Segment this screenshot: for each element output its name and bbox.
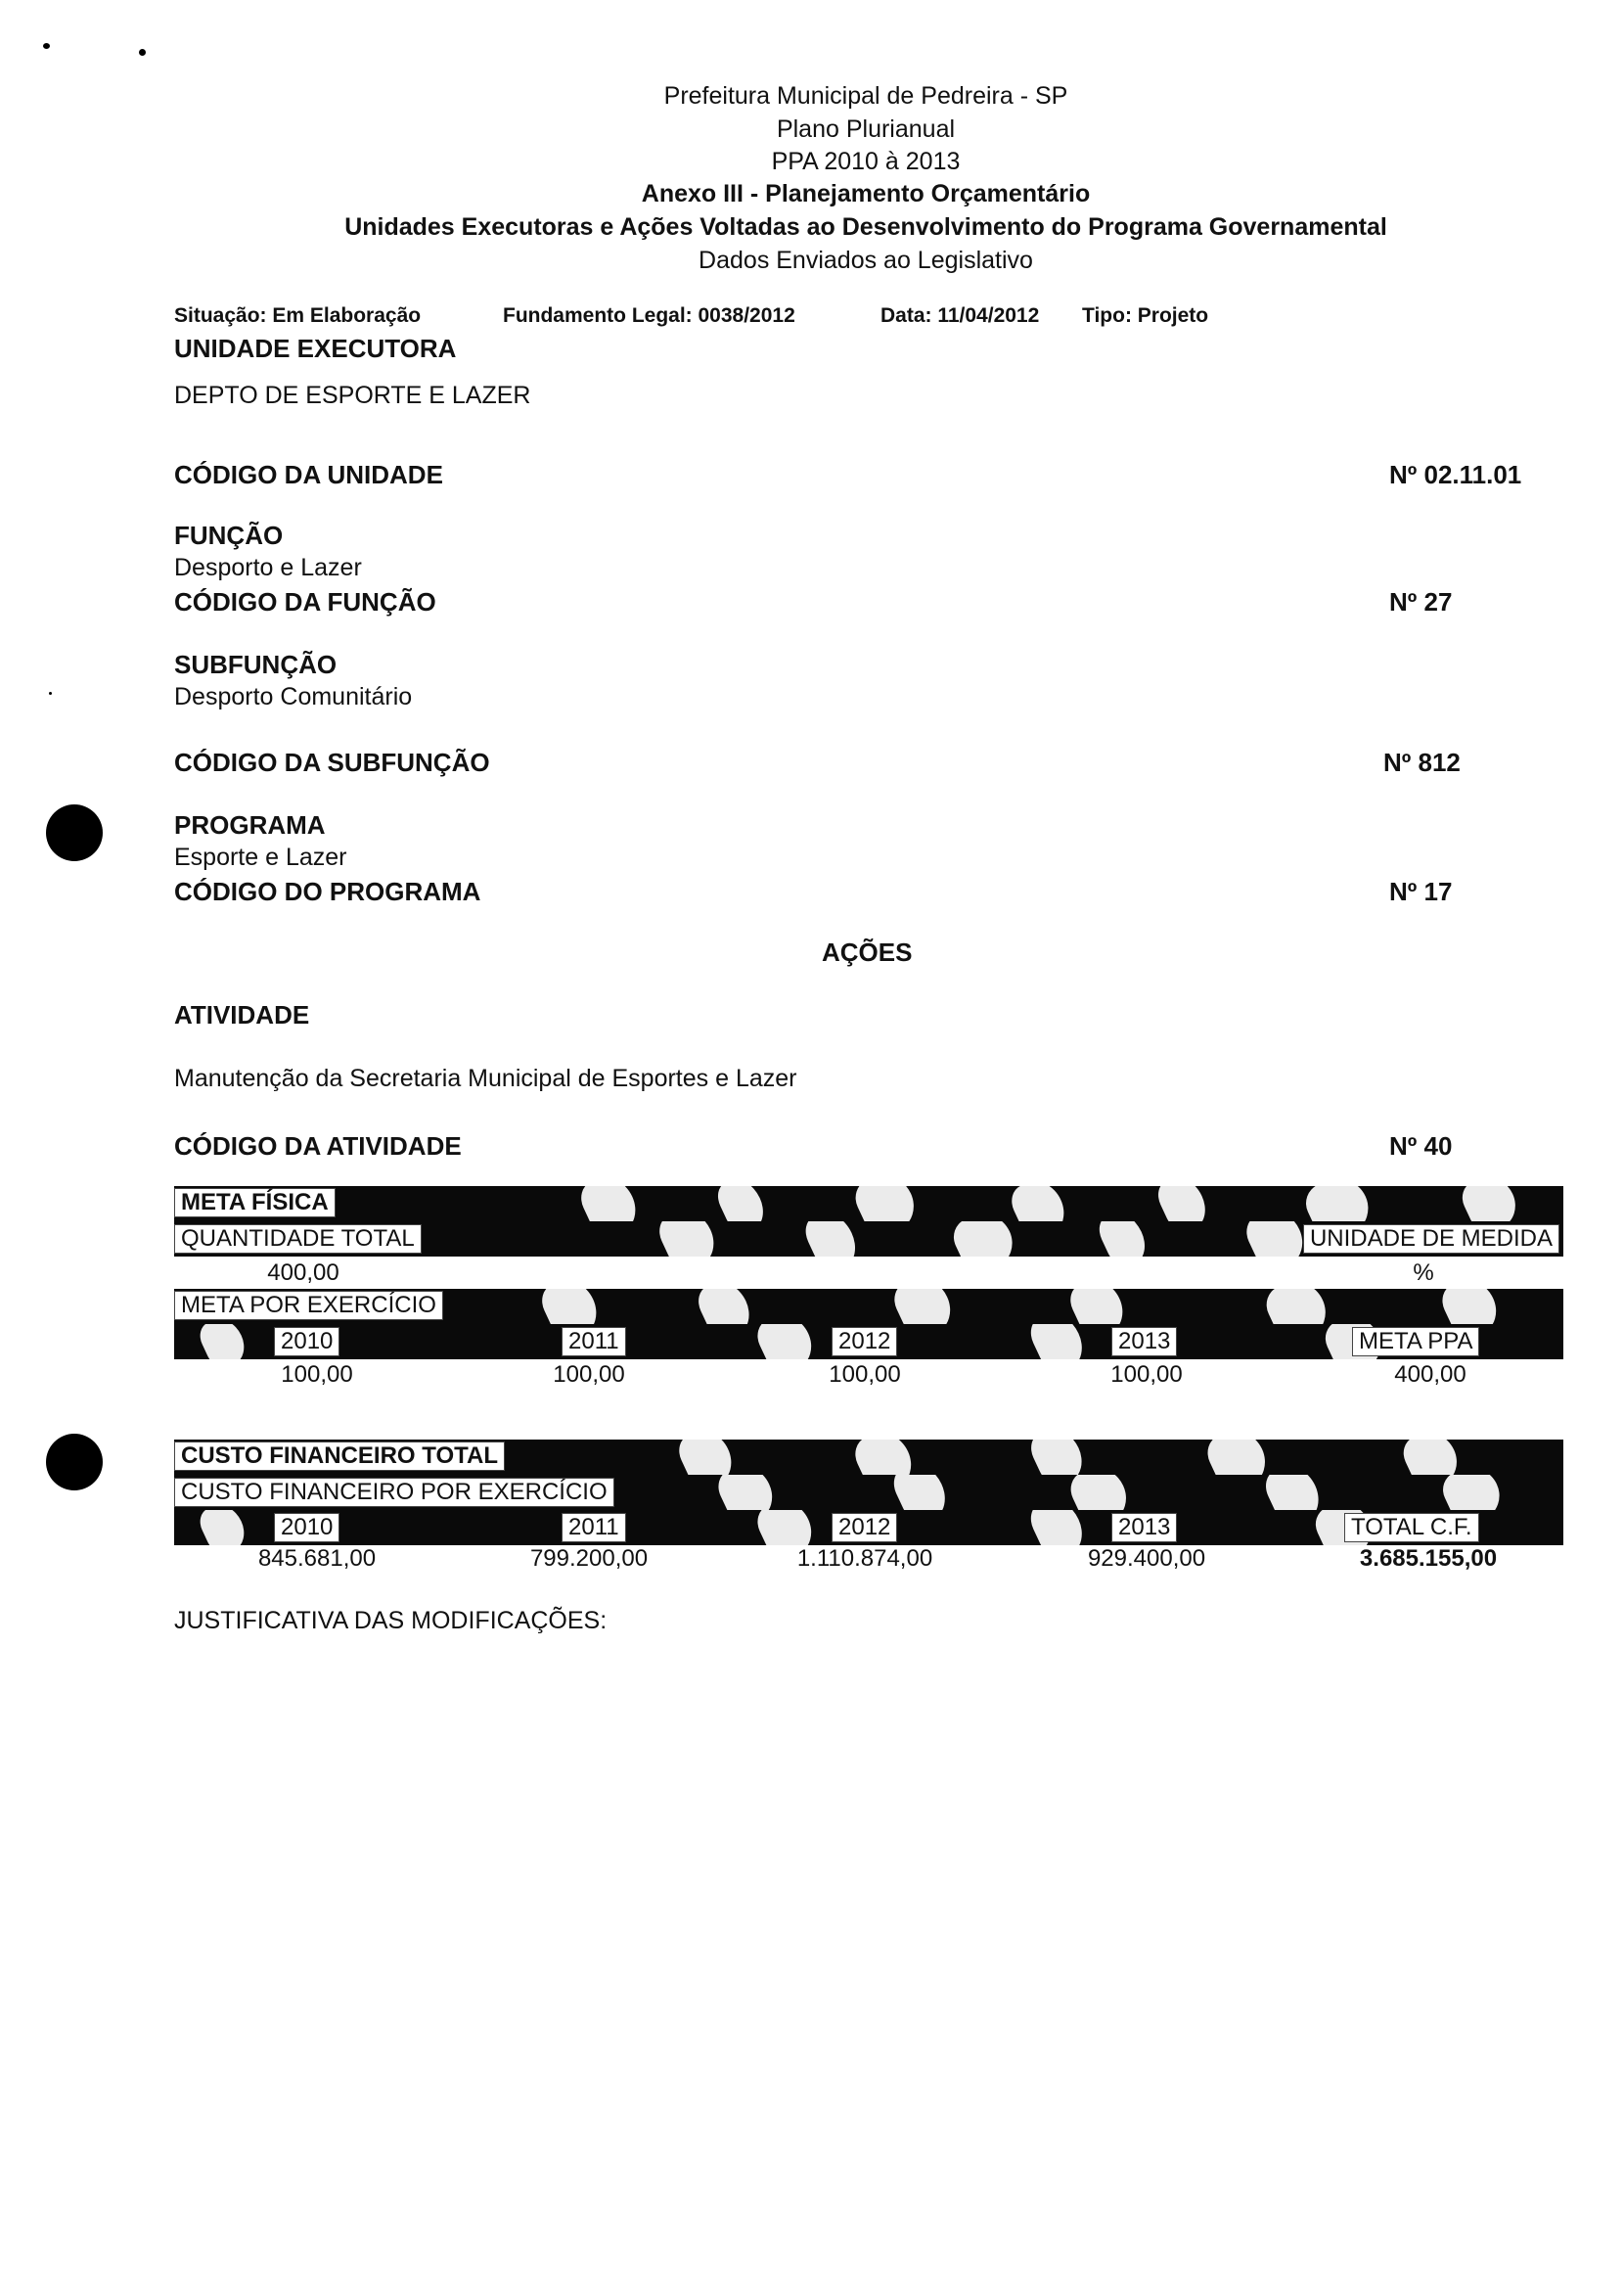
- codigo-atividade-value: Nº 40: [1389, 1131, 1453, 1161]
- programa-label: PROGRAMA: [174, 810, 326, 840]
- custo-2012-value: 1.110.874,00: [796, 1545, 933, 1572]
- situacao-text: Situação: Em Elaboração: [174, 304, 422, 327]
- codigo-atividade-label: CÓDIGO DA ATIVIDADE: [174, 1131, 462, 1161]
- atividade-label: ATIVIDADE: [174, 1000, 310, 1030]
- custo-por-exercicio-label: CUSTO FINANCEIRO POR EXERCÍCIO: [174, 1478, 614, 1507]
- fundamento-text: Fundamento Legal: 0038/2012: [503, 304, 795, 327]
- quantidade-total-value: 400,00: [267, 1259, 339, 1286]
- header-line-4: Anexo III - Planejamento Orçamentário: [641, 180, 1091, 207]
- custo-band-1: [174, 1440, 1563, 1475]
- codigo-subfuncao-value: Nº 812: [1383, 748, 1461, 777]
- custo-2013-value: 929.400,00: [1087, 1545, 1206, 1572]
- meta-ppa-value: 400,00: [1394, 1361, 1466, 1388]
- meta-2011-value: 100,00: [553, 1361, 625, 1388]
- header-line-1: Prefeitura Municipal de Pedreira - SP: [663, 82, 1068, 110]
- unidade-nome: DEPTO DE ESPORTE E LAZER: [174, 382, 531, 409]
- meta-por-exercicio-label: META POR EXERCÍCIO: [174, 1291, 443, 1320]
- custo-total-title: CUSTO FINANCEIRO TOTAL: [174, 1441, 505, 1471]
- codigo-programa-value: Nº 17: [1389, 877, 1453, 906]
- meta-year-2012: 2012: [832, 1327, 897, 1356]
- header-line-2: Plano Plurianual: [776, 115, 956, 143]
- custo-year-2013: 2013: [1111, 1513, 1177, 1542]
- meta-exercicio-band-1: [174, 1289, 1563, 1324]
- codigo-unidade-label: CÓDIGO DA UNIDADE: [174, 460, 443, 489]
- meta-year-2010: 2010: [274, 1327, 339, 1356]
- meta-2012-value: 100,00: [829, 1361, 901, 1388]
- subfuncao-nome: Desporto Comunitário: [174, 683, 413, 710]
- header-line-5: Unidades Executoras e Ações Voltadas ao Desenvolvimento do Programa Governamental: [344, 213, 1387, 241]
- scan-dot: [139, 49, 146, 56]
- tipo-text: Tipo: Projeto: [1082, 304, 1209, 327]
- unidade-medida-label: UNIDADE DE MEDIDA: [1303, 1224, 1559, 1254]
- funcao-label: FUNÇÃO: [174, 521, 284, 550]
- meta-ppa-label: META PPA: [1352, 1327, 1479, 1356]
- custo-2011-value: 799.200,00: [529, 1545, 649, 1572]
- header-line-6: Dados Enviados ao Legislativo: [699, 247, 1033, 274]
- meta-year-2011: 2011: [562, 1327, 626, 1356]
- scan-dot: [49, 692, 52, 695]
- acoes-title: AÇÕES: [822, 938, 913, 967]
- subfuncao-label: SUBFUNÇÃO: [174, 650, 338, 679]
- custo-total-label: TOTAL C.F.: [1344, 1513, 1479, 1542]
- unidade-label: UNIDADE EXECUTORA: [174, 334, 457, 363]
- header-line-3: PPA 2010 à 2013: [771, 148, 961, 175]
- scan-dot: [43, 43, 50, 49]
- meta-year-2013: 2013: [1111, 1327, 1177, 1356]
- custo-year-2012: 2012: [832, 1513, 897, 1542]
- unidade-medida-value: %: [1413, 1259, 1434, 1286]
- quantidade-total-label: QUANTIDADE TOTAL: [174, 1224, 422, 1254]
- punch-hole-bottom: [46, 1434, 103, 1490]
- funcao-nome: Desporto e Lazer: [174, 554, 362, 581]
- codigo-subfuncao-label: CÓDIGO DA SUBFUNÇÃO: [174, 748, 490, 777]
- codigo-funcao-label: CÓDIGO DA FUNÇÃO: [174, 587, 436, 617]
- data-text: Data: 11/04/2012: [880, 304, 1040, 327]
- atividade-nome: Manutenção da Secretaria Municipal de Esportes e Lazer: [174, 1065, 797, 1092]
- meta-fisica-title: META FÍSICA: [174, 1188, 336, 1217]
- meta-2013-value: 100,00: [1110, 1361, 1183, 1388]
- custo-band-2: [174, 1475, 1563, 1510]
- custo-band-3: [174, 1510, 1563, 1545]
- custo-year-2011: 2011: [562, 1513, 626, 1542]
- custo-total-value: 3.685.155,00: [1359, 1545, 1498, 1572]
- codigo-unidade-value: Nº 02.11.01: [1389, 460, 1522, 489]
- meta-fisica-band-1: [174, 1186, 1563, 1221]
- justificativa-label: JUSTIFICATIVA DAS MODIFICAÇÕES:: [174, 1607, 608, 1634]
- codigo-funcao-value: Nº 27: [1389, 587, 1453, 617]
- custo-year-2010: 2010: [274, 1513, 339, 1542]
- custo-2010-value: 845.681,00: [257, 1545, 377, 1572]
- codigo-programa-label: CÓDIGO DO PROGRAMA: [174, 877, 481, 906]
- meta-exercicio-band-2: [174, 1324, 1563, 1359]
- meta-2010-value: 100,00: [281, 1361, 353, 1388]
- punch-hole-top: [46, 804, 103, 861]
- programa-nome: Esporte e Lazer: [174, 844, 347, 871]
- meta-fisica-band-2: [174, 1221, 1563, 1257]
